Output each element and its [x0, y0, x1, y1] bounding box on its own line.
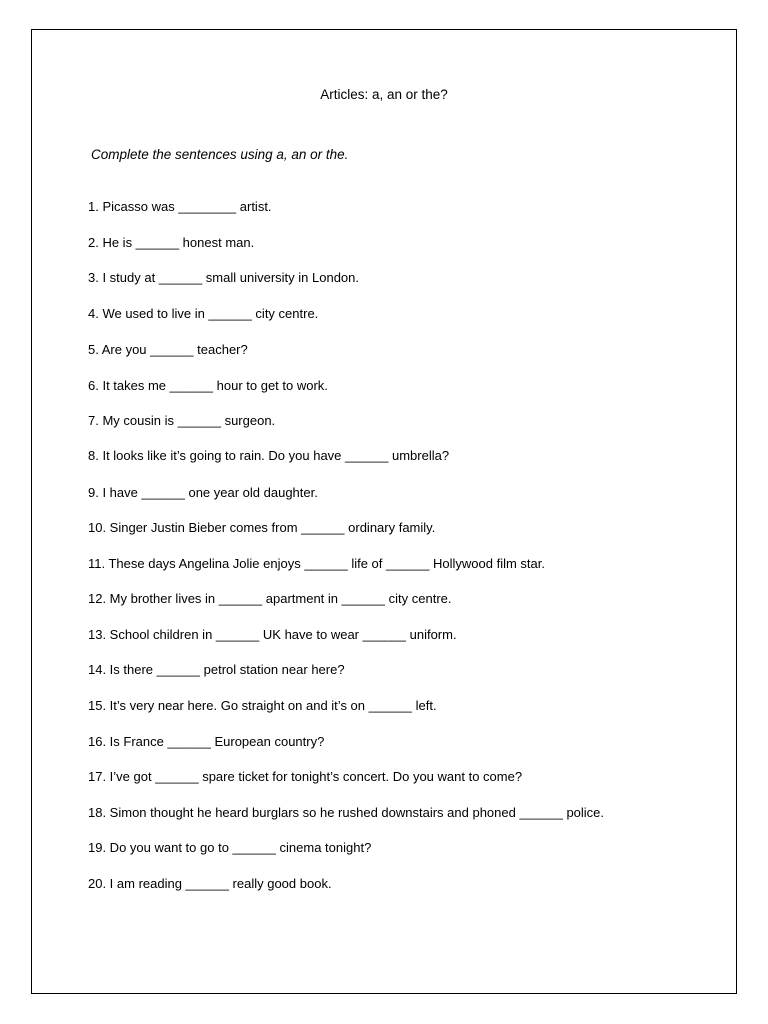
worksheet-instructions: Complete the sentences using a, an or the. — [91, 147, 349, 162]
question-1: 1. Picasso was ________ artist. — [88, 199, 272, 214]
question-17: 17. I’ve got ______ spare ticket for tonight’s concert. Do you want to come? — [88, 769, 523, 784]
question-18: 18. Simon thought he heard burglars so he rushed downstairs and phoned ______ police. — [88, 805, 605, 820]
question-19: 19. Do you want to go to ______ cinema tonight? — [88, 840, 372, 855]
question-14: 14. Is there ______ petrol station near here? — [88, 662, 345, 677]
question-5: 5. Are you ______ teacher? — [88, 342, 248, 357]
worksheet-page — [31, 29, 737, 994]
question-3: 3. I study at ______ small university in London. — [88, 270, 359, 285]
question-2: 2. He is ______ honest man. — [88, 235, 255, 250]
question-20: 20. I am reading ______ really good book. — [88, 876, 332, 891]
worksheet-title: Articles: a, an or the? — [320, 87, 448, 102]
question-13: 13. School children in ______ UK have to wear ______ uniform. — [88, 627, 457, 642]
question-16: 16. Is France ______ European country? — [88, 734, 325, 749]
question-9: 9. I have ______ one year old daughter. — [88, 485, 318, 500]
question-11: 11. These days Angelina Jolie enjoys ______ life of ______ Hollywood film star. — [88, 556, 545, 571]
question-4: 4. We used to live in ______ city centre. — [88, 306, 319, 321]
question-15: 15. It’s very near here. Go straight on and it’s on ______ left. — [88, 698, 437, 713]
question-10: 10. Singer Justin Bieber comes from ______ ordinary family. — [88, 520, 436, 535]
question-7: 7. My cousin is ______ surgeon. — [88, 413, 276, 428]
question-6: 6. It takes me ______ hour to get to work. — [88, 378, 328, 393]
question-12: 12. My brother lives in ______ apartment in ______ city centre. — [88, 591, 452, 606]
question-8: 8. It looks like it’s going to rain. Do you have ______ umbrella? — [88, 448, 450, 463]
